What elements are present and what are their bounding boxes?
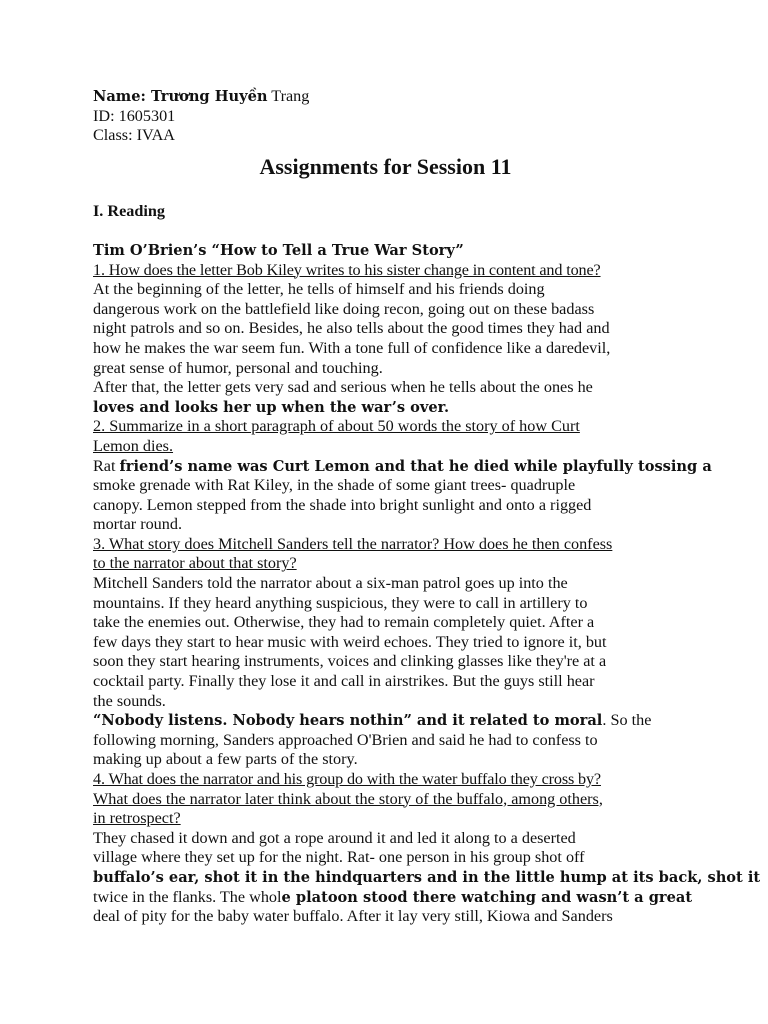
question-2-cont: Lemon dies. <box>93 436 174 455</box>
answer-3-line: mountains. If they heard anything suspicious, they were to call in artillery to <box>93 593 588 612</box>
answer-3-line: few days they start to hear music with weird echoes. They tried to ignore it, but <box>93 632 607 651</box>
answer-3-line: making up about a few parts of the story. <box>93 750 358 769</box>
student-id: ID: 1605301 <box>93 106 176 125</box>
answer-1-line: great sense of humor, personal and touching. <box>93 358 383 377</box>
answer-2-plain: Rat <box>93 456 120 475</box>
section-heading: I. Reading <box>93 201 165 220</box>
answer-3-line: the sounds. <box>93 691 166 710</box>
answer-2-line: smoke grenade with Rat Kiley, in the shade of some giant trees- quadruple <box>93 476 576 495</box>
answer-3-quote-line <box>93 711 678 731</box>
question-4: 4. What does the narrator and his group do with the water buffalo they cross by? <box>93 770 601 788</box>
question-3-cont: to the narrator about that story? <box>93 554 297 573</box>
student-name-rest: Trang <box>267 87 310 105</box>
answer-3-line: cocktail party. Finally they lose it and call in airstrikes. But the guys still hear <box>93 672 595 691</box>
page-title: Assignments for Session 11 <box>259 153 512 179</box>
answer-3-line: soon they start hearing instruments, voices and clinking glasses like they're at a <box>93 652 607 671</box>
answer-3-line: take the enemies out. Otherwise, they had to remain completely quiet. After a <box>93 613 595 632</box>
answer-2-bold: friend’s name was Curt Lemon and that he died while playfully tossing a <box>119 457 712 475</box>
answer-1-line: night patrols and so on. Besides, he also tells about the good times they had and <box>93 319 610 338</box>
answer-1-line: how he makes the war seem fun. With a tone full of confidence like a daredevil, <box>93 338 611 357</box>
answer-4-mixed-bold: e platoon stood there watching and wasn’t a great <box>281 888 693 906</box>
student-class: Class: IVAA <box>93 126 175 145</box>
question-2: 2. Summarize in a short paragraph of about 50 words the story of how Curt <box>93 417 580 436</box>
answer-4-line: village where they set up for the night. Rat- one person in his group shot off <box>93 848 585 867</box>
answer-3-line: Mitchell Sanders told the narrator about a six-man patrol goes up into the <box>93 574 568 593</box>
answer-1-bold-line: loves and looks her up when the war’s over. <box>93 398 450 416</box>
document-page <box>93 87 761 927</box>
answer-1-line: dangerous work on the battlefield like doing recon, going out on these badass <box>93 299 595 318</box>
answer-4-mixed-plain: twice in the flanks. The whol <box>93 887 282 906</box>
question-3: 3. What story does Mitchell Sanders tell the narrator? How does he then confess <box>93 534 613 553</box>
answer-2-line: mortar round. <box>93 515 183 534</box>
student-name-label: Name: Trương Huyền <box>93 88 268 105</box>
answer-4-line: deal of pity for the baby water buffalo. After it lay very still, Kiowa and Sanders <box>93 907 613 926</box>
answer-3-quote: “Nobody listens. Nobody hears nothin” and it related to moral <box>93 712 603 730</box>
answer-1-line: After that, the letter gets very sad and serious when he tells about the ones he <box>93 378 593 397</box>
answer-3-line: following morning, Sanders approached O'Brien and said he had to confess to <box>93 730 598 749</box>
source-title: Tim O’Brien’s “How to Tell a True War Story” <box>93 241 464 259</box>
answer-2-first-line <box>93 456 712 477</box>
answer-4-bold-line: buffalo’s ear, shot it in the hindquarters and in the little hump at its back, shot it <box>93 868 761 886</box>
question-4-cont: in retrospect? <box>93 809 181 828</box>
answer-4-mixed-line <box>93 887 693 908</box>
question-1: 1. How does the letter Bob Kiley writes to his sister change in content and tone? <box>93 260 601 279</box>
student-name <box>93 87 678 107</box>
answer-1-line: At the beginning of the letter, he tells of himself and his friends doing <box>93 280 545 299</box>
answer-2-line: canopy. Lemon stepped from the shade into bright sunlight and onto a rigged <box>93 495 592 514</box>
question-4-cont: What does the narrator later think about the story of the buffalo, among others, <box>93 789 603 808</box>
answer-3-quote-tail: . So the <box>602 711 652 730</box>
answer-4-line: They chased it down and got a rope around it and led it along to a deserted <box>93 828 576 847</box>
